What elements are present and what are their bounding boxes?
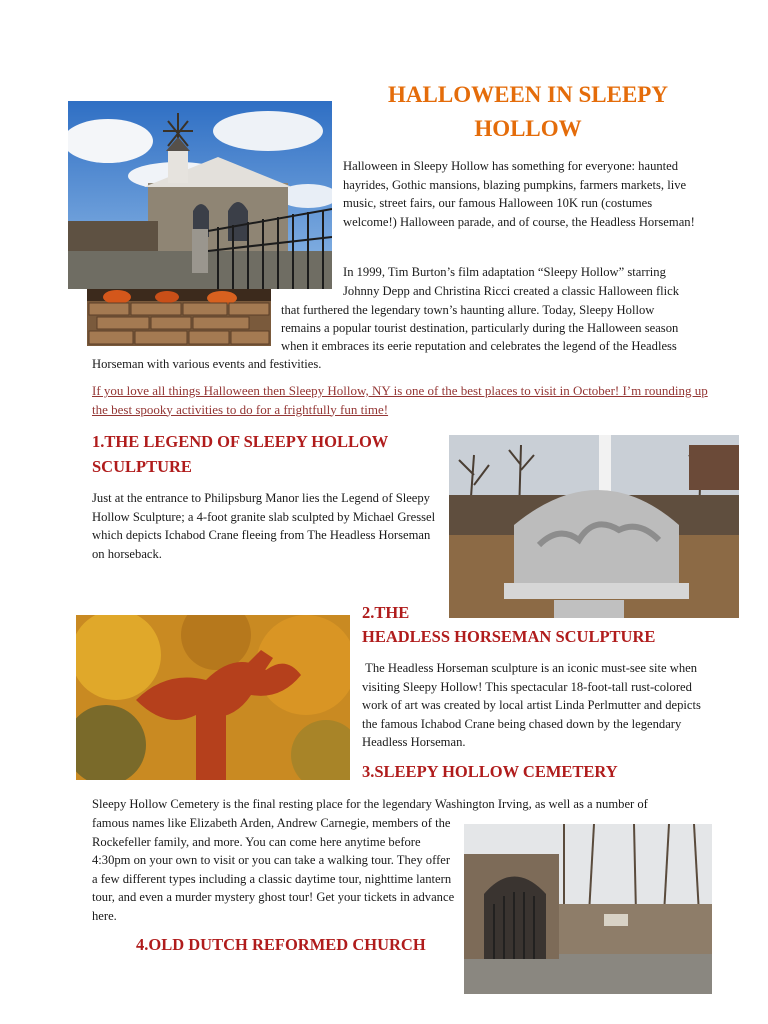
- section-3-line-1: Sleepy Hollow Cemetery is the final resting place for the legendary Washington Irving, as well as a number of: [92, 797, 648, 811]
- section-4-heading: 4.OLD DUTCH REFORMED CHURCH: [136, 935, 426, 954]
- promo-link[interactable]: If you love all things Halloween then Sleepy Hollow, NY is one of the best places to visit in October! I’m rounding up the best spooky activities to do for a frightfully fun time!: [92, 383, 708, 417]
- legend-sculpture-photo: [449, 435, 739, 618]
- section-1-text: Just at the entrance to Philipsburg Manor lies the Legend of Sleepy Hollow Sculpture; a 4-foot granite slab sculpted by Michael Gressel which depicts Ichabod Crane fleeing from The Headless Horseman on horseback.: [92, 491, 436, 561]
- history-line-5: when it embraces its eerie reputation and celebrates the legend of the Headless: [281, 339, 677, 353]
- section-3-text: famous names like Elizabeth Arden, Andrew Carnegie, members of the Rockefeller family, and more. You can come here anytime before 4:30pm on your own to visit or you can take a walking tour. They offer a few different types including a classic daytime tour, nighttime lantern tour, and even a murder mystery ghost tour! Get your tickets in advance here.: [92, 816, 455, 923]
- section-3-heading: 3.SLEEPY HOLLOW CEMETERY: [362, 762, 618, 781]
- section-2-heading-line-2: HEADLESS HORSEMAN SCULPTURE: [362, 627, 656, 646]
- history-line-6: Horseman with various events and festivities.: [92, 357, 322, 371]
- history-line-1: In 1999, Tim Burton’s film adaptation “Sleepy Hollow” starring: [343, 265, 666, 279]
- intro-paragraph: Halloween in Sleepy Hollow has something for everyone: haunted hayrides, Gothic mansions, blazing pumpkins, farmers markets, live music, street fairs, our famous Halloween 10K run (costumes welcome!) Halloween parade, and of course, the Headless Horseman!: [343, 159, 695, 229]
- pumpkins-wall-photo: [87, 289, 271, 346]
- headless-horseman-photo: [76, 615, 350, 780]
- page-title: HALLOWEEN IN SLEEPY HOLLOW: [388, 82, 668, 141]
- section-1-heading: 1.THE LEGEND OF SLEEPY HOLLOW SCULPTURE: [92, 432, 388, 476]
- cemetery-gate-photo: [464, 824, 712, 994]
- history-line-2: Johnny Depp and Christina Ricci created a classic Halloween flick: [343, 284, 680, 298]
- history-line-3: that furthered the legendary town’s haunting allure. Today, Sleepy Hollow: [281, 303, 655, 317]
- church-photo: [68, 101, 332, 289]
- section-2-heading-line-1: 2.THE: [362, 603, 410, 622]
- section-2-text: The Headless Horseman sculpture is an iconic must-see site when visiting Sleepy Hollow! This spectacular 18-foot-tall rust-colored work of art was created by local artist Linda Perlmutter and depicts the famous Ichabod Crane being chased down by the legendary Headless Horseman.: [362, 661, 705, 750]
- history-line-4: remains a popular tourist destination, particularly during the Halloween season: [281, 321, 679, 335]
